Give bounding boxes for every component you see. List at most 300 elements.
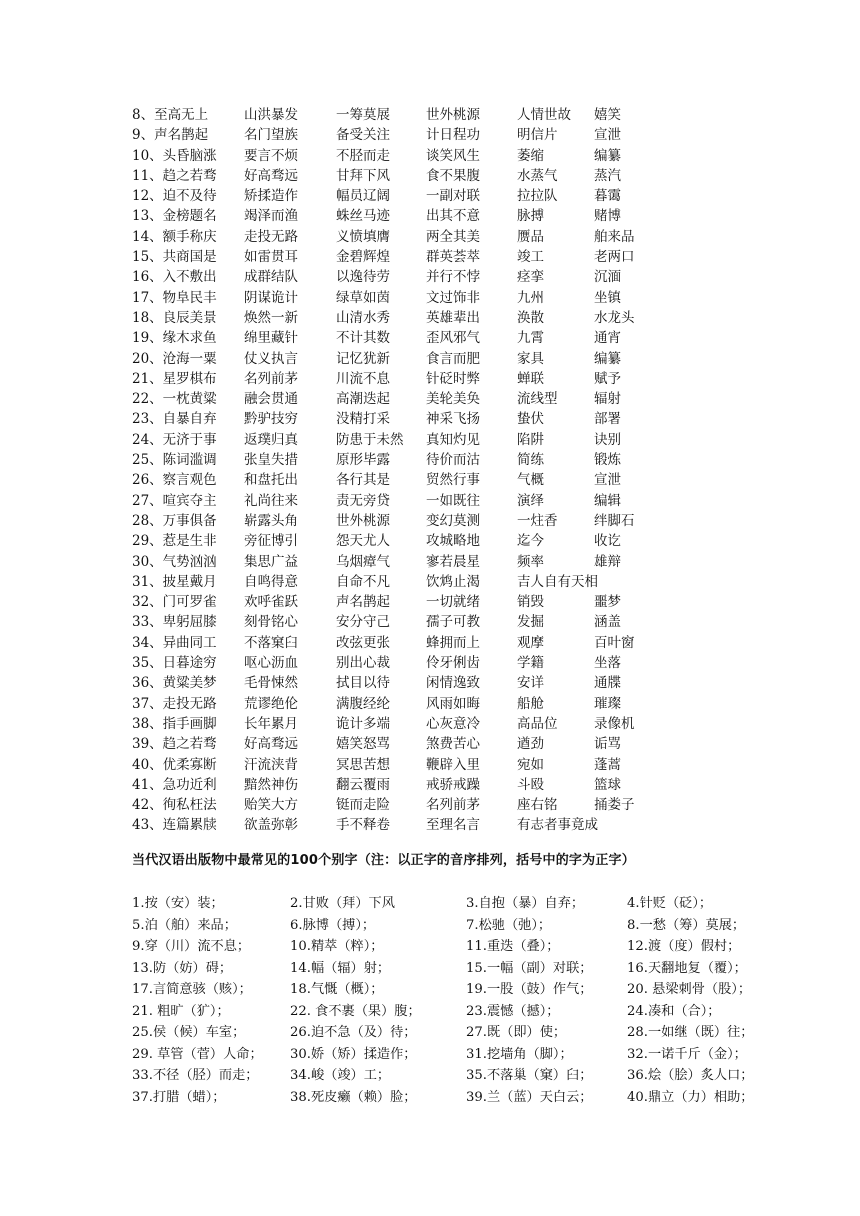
error-item: 25.侯（候）车室； (132, 1025, 246, 1040)
word-cell: 座右铭 (517, 797, 558, 814)
word-cell: 销毁 (517, 594, 544, 611)
word-cell: 学籍 (517, 655, 544, 672)
word-cell: 待价而沽 (426, 452, 480, 469)
word-cell: 一筹莫展 (336, 107, 390, 123)
word-cell: 拭目以待 (336, 675, 390, 692)
word-cell: 变幻莫测 (426, 512, 480, 529)
word-cell: 心灰意冷 (426, 715, 480, 732)
word-cell: 集思广益 (244, 553, 298, 570)
word-cell: 43、连篇累牍 (132, 817, 217, 834)
word-cell: 29、惹是生非 (132, 533, 217, 550)
word-cell: 蜂拥而上 (426, 634, 480, 651)
word-cell: 21、星罗棋布 (132, 370, 217, 387)
word-cell: 38、指手画脚 (132, 715, 217, 732)
word-cell: 安详 (517, 675, 544, 692)
word-row (0, 369, 860, 389)
word-cell: 42、徇私枉法 (132, 797, 217, 814)
word-cell: 美轮美奂 (426, 391, 480, 408)
error-row (0, 893, 860, 915)
word-cell: 一炷香 (517, 512, 558, 529)
word-cell: 至理名言 (426, 817, 480, 834)
error-item: 21. 粗旷（犷）； (132, 1003, 230, 1019)
error-item: 7.松驰（弛）； (466, 917, 552, 933)
error-item: 33.不径（胫）而走； (132, 1068, 259, 1083)
word-cell: 九州 (517, 289, 544, 306)
word-cell: 矫揉造作 (244, 188, 298, 205)
error-item: 38.死皮癞（赖）脸； (290, 1089, 417, 1105)
word-cell: 涵盖 (594, 614, 621, 631)
word-cell: 两全其美 (426, 228, 480, 245)
error-item: 28.一如继（既）往； (627, 1025, 754, 1040)
word-cell: 宣泄 (594, 472, 621, 489)
word-cell: 计日程功 (426, 127, 480, 144)
word-cell: 融会贯通 (244, 391, 298, 408)
word-cell: 收讫 (594, 533, 621, 550)
word-cell: 闲情逸致 (426, 675, 480, 692)
word-row (0, 186, 860, 206)
word-row (0, 815, 860, 835)
word-cell: 甘拜下风 (336, 167, 390, 184)
word-cell: 一切就绪 (426, 594, 480, 611)
word-cell: 录像机 (594, 715, 635, 732)
word-cell: 好高骛远 (244, 167, 298, 184)
word-row (0, 673, 860, 693)
word-cell: 流线型 (517, 391, 558, 408)
word-cell: 9、声名鹊起 (132, 127, 209, 144)
word-cell: 礼尚往来 (244, 492, 298, 509)
word-row (0, 409, 860, 429)
error-row (0, 979, 860, 1001)
word-cell: 铤而走险 (336, 797, 390, 814)
word-cell: 18、良辰美景 (132, 309, 217, 326)
word-row (0, 572, 860, 592)
word-cell: 32、门可罗雀 (132, 594, 217, 611)
word-row (0, 714, 860, 734)
error-row (0, 1022, 860, 1044)
word-cell: 33、卑躬屈膝 (132, 614, 217, 631)
word-cell: 35、日暮途穷 (132, 655, 217, 672)
word-cell: 14、额手称庆 (132, 228, 217, 245)
word-cell: 41、急功近利 (132, 776, 217, 793)
word-cell: 有志者事竟成 (517, 817, 598, 834)
error-item: 2.甘败（拜）下风 (290, 896, 395, 911)
word-cell: 高潮迭起 (336, 391, 390, 408)
word-cell: 幅员辽阔 (336, 188, 390, 205)
word-cell: 12、迫不及待 (132, 188, 217, 205)
word-cell: 风雨如晦 (426, 695, 480, 712)
word-cell: 篮球 (594, 776, 621, 793)
word-cell: 暮霭 (594, 188, 621, 205)
word-cell: 频率 (517, 553, 544, 570)
error-row (0, 936, 860, 958)
error-item: 40.鼎立（力）相助； (627, 1089, 754, 1105)
error-item: 29. 草管（菅）人命； (132, 1046, 263, 1062)
word-cell: 迄今 (517, 533, 544, 550)
word-cell: 黯然神伤 (244, 776, 298, 793)
word-cell: 出其不意 (426, 208, 480, 225)
error-item: 36.烩（脍）炙人口； (627, 1068, 754, 1083)
word-cell: 黔驴技穷 (244, 411, 298, 428)
word-cell: 攻城略地 (426, 533, 480, 550)
word-cell: 竭泽而渔 (244, 208, 298, 225)
error-row (0, 1044, 860, 1066)
word-cell: 沉湎 (594, 269, 621, 286)
word-cell: 舶来品 (594, 228, 635, 245)
word-cell: 水龙头 (594, 309, 635, 326)
word-cell: 世外桃源 (426, 107, 480, 123)
word-cell: 英雄辈出 (426, 309, 480, 326)
word-row (0, 775, 860, 795)
word-cell: 不计其数 (336, 330, 390, 347)
word-cell: 金碧辉煌 (336, 249, 390, 266)
word-cell: 不落窠臼 (244, 634, 298, 651)
word-cell: 脉搏 (517, 208, 544, 225)
word-cell: 30、气势汹汹 (132, 553, 217, 570)
word-cell: 川流不息 (336, 370, 390, 387)
word-cell: 义愤填膺 (336, 228, 390, 245)
word-cell: 气概 (517, 472, 544, 489)
word-row (0, 734, 860, 754)
word-row (0, 227, 860, 247)
word-cell: 绵里藏针 (244, 330, 298, 347)
word-cell: 诡计多端 (336, 715, 390, 732)
error-row (0, 1001, 860, 1023)
word-cell: 食言而肥 (426, 350, 480, 367)
word-row (0, 308, 860, 328)
word-cell: 防患于未然 (336, 431, 404, 448)
word-cell: 鞭辟入里 (426, 756, 480, 773)
word-cell: 一如既往 (426, 492, 480, 509)
error-item: 12.渡（度）假村； (627, 939, 741, 954)
word-cell: 坐落 (594, 655, 621, 672)
word-cell: 名列前茅 (244, 370, 298, 387)
word-row (0, 694, 860, 714)
word-row (0, 511, 860, 531)
word-cell: 高品位 (517, 715, 558, 732)
error-item: 3.自抱（暴）自弃； (466, 896, 585, 911)
word-row (0, 389, 860, 409)
word-cell: 23、自暴自弃 (132, 411, 217, 428)
word-cell: 翻云覆雨 (336, 776, 390, 793)
word-cell: 孺子可教 (426, 614, 480, 631)
word-cell: 斗殴 (517, 776, 544, 793)
word-cell: 赌博 (594, 208, 621, 225)
word-cell: 蝉联 (517, 370, 544, 387)
word-cell: 毛骨悚然 (244, 675, 298, 692)
error-item: 1.按（安）装； (132, 896, 224, 911)
word-cell: 食不果腹 (426, 167, 480, 184)
word-cell: 谈笑风生 (426, 147, 480, 164)
word-cell: 13、金榜题名 (132, 208, 217, 225)
error-item: 34.峻（竣）工； (290, 1068, 391, 1083)
word-cell: 贸然行事 (426, 472, 480, 489)
error-item: 19.一股（鼓）作气； (466, 982, 593, 997)
word-cell: 贻笑大方 (244, 797, 298, 814)
word-cell: 赋予 (594, 370, 621, 387)
word-cell: 8、至高无上 (132, 107, 209, 123)
word-cell: 39、趋之若骛 (132, 736, 217, 753)
error-item: 6.脉博（搏）； (290, 917, 376, 933)
word-row (0, 146, 860, 166)
word-row (0, 633, 860, 653)
word-cell: 简练 (517, 452, 544, 469)
word-cell: 别出心裁 (336, 655, 390, 672)
word-cell: 坐镇 (594, 289, 621, 306)
word-cell: 11、趋之若骛 (132, 167, 217, 184)
word-cell: 备受关注 (336, 127, 390, 144)
word-cell: 欢呼雀跃 (244, 594, 298, 611)
word-cell: 旁征博引 (244, 533, 298, 550)
word-cell: 通宵 (594, 330, 621, 347)
word-cell: 针砭时弊 (426, 370, 480, 387)
error-item: 5.泊（舶）来品； (132, 917, 237, 933)
word-cell: 宣泄 (594, 127, 621, 144)
word-cell: 捅娄子 (594, 797, 635, 814)
error-item: 35.不落巢（窠）臼； (466, 1068, 593, 1083)
word-row (0, 653, 860, 673)
error-item: 9.穿（川）流不息； (132, 939, 251, 954)
word-row (0, 328, 860, 348)
error-item: 18.气慨（概）； (290, 982, 384, 997)
error-row (0, 1065, 860, 1087)
word-cell: 安分守己 (336, 614, 390, 631)
error-item: 17.言简意骇（赅）； (132, 982, 252, 997)
error-character-list (0, 893, 860, 1108)
error-item: 15.一幅（副）对联； (466, 960, 593, 976)
word-cell: 手不释卷 (336, 817, 390, 834)
word-cell: 不胫而走 (336, 147, 390, 164)
word-row (0, 552, 860, 572)
word-cell: 发掘 (517, 614, 544, 631)
word-cell: 赝品 (517, 228, 544, 245)
word-cell: 荒谬绝伦 (244, 695, 298, 712)
word-row (0, 267, 860, 287)
word-cell: 蒸汽 (594, 167, 621, 184)
word-cell: 20、沧海一粟 (132, 350, 217, 367)
word-cell: 编辑 (594, 492, 621, 509)
error-item: 11.重迭（叠）； (466, 939, 560, 954)
word-cell: 真知灼见 (426, 431, 480, 448)
word-cell: 15、共商国是 (132, 249, 217, 266)
section-heading: 当代汉语出版物中最常见的100个别字（注：以正字的音序排列，括号中的字为正字） (132, 853, 635, 868)
word-cell: 37、走投无路 (132, 695, 217, 712)
word-cell: 10、头昏脑涨 (132, 147, 217, 164)
word-row (0, 470, 860, 490)
word-row (0, 491, 860, 511)
word-cell: 船舱 (517, 695, 544, 712)
word-cell: 萎缩 (517, 147, 544, 164)
word-row (0, 592, 860, 612)
word-cell: 返璞归真 (244, 431, 298, 448)
word-row (0, 349, 860, 369)
word-cell: 以逸待劳 (336, 269, 390, 286)
word-cell: 九霄 (517, 330, 544, 347)
word-cell: 如雷贯耳 (244, 249, 298, 266)
word-cell: 编纂 (594, 350, 621, 367)
word-cell: 拉拉队 (517, 188, 558, 205)
word-cell: 名列前茅 (426, 797, 480, 814)
error-item: 13.防（妨）碍； (132, 960, 233, 976)
word-cell: 嬉笑 (594, 107, 621, 123)
word-cell: 饮鸩止渴 (426, 573, 480, 590)
word-cell: 戒骄戒躁 (426, 776, 480, 793)
word-cell: 陷阱 (517, 431, 544, 448)
word-cell: 部署 (594, 411, 621, 428)
word-cell: 成群结队 (244, 269, 298, 286)
word-cell: 世外桃源 (336, 512, 390, 529)
word-cell: 25、陈词滥调 (132, 452, 217, 469)
word-cell: 歪风邪气 (426, 330, 480, 347)
word-list-table (0, 105, 860, 836)
word-cell: 雄辩 (594, 553, 621, 570)
word-cell: 24、无济于事 (132, 431, 217, 448)
word-cell: 好高骛远 (244, 736, 298, 753)
word-cell: 诟骂 (594, 736, 621, 753)
word-cell: 34、异曲同工 (132, 634, 217, 651)
word-cell: 山洪暴发 (244, 107, 298, 123)
word-cell: 阴谋诡计 (244, 289, 298, 306)
word-cell: 神采飞扬 (426, 411, 480, 428)
word-cell: 刻骨铭心 (244, 614, 298, 631)
word-row (0, 612, 860, 632)
word-cell: 改弦更张 (336, 634, 390, 651)
word-cell: 编纂 (594, 147, 621, 164)
word-row (0, 125, 860, 145)
word-cell: 伶牙俐齿 (426, 655, 480, 672)
word-cell: 乌烟瘴气 (336, 553, 390, 570)
error-item: 31.挖墙角（脚）； (466, 1046, 573, 1062)
word-cell: 蓬蒿 (594, 756, 621, 773)
word-cell: 要言不烦 (244, 147, 298, 164)
word-cell: 绊脚石 (594, 512, 635, 529)
word-row (0, 105, 860, 125)
word-cell: 36、黄粱美梦 (132, 675, 217, 692)
word-cell: 竣工 (517, 249, 544, 266)
error-row (0, 915, 860, 937)
error-item: 26.迫不急（及）待； (290, 1025, 417, 1040)
word-cell: 噩梦 (594, 594, 621, 611)
error-item: 10.精萃（粹）； (290, 939, 384, 954)
word-cell: 28、万事俱备 (132, 512, 217, 529)
word-cell: 汗流浃背 (244, 756, 298, 773)
word-cell: 文过饰非 (426, 289, 480, 306)
word-cell: 并行不悖 (426, 269, 480, 286)
word-cell: 山清水秀 (336, 309, 390, 326)
word-cell: 和盘托出 (244, 472, 298, 489)
error-item: 37.打腊（蜡）； (132, 1089, 226, 1105)
error-row (0, 958, 860, 980)
word-cell: 诀别 (594, 431, 621, 448)
word-cell: 27、喧宾夺主 (132, 492, 217, 509)
word-cell: 涣散 (517, 309, 544, 326)
word-cell: 31、披星戴月 (132, 573, 217, 590)
word-cell: 记忆犹新 (336, 350, 390, 367)
word-cell: 群英荟萃 (426, 249, 480, 266)
word-row (0, 247, 860, 267)
word-cell: 16、入不敷出 (132, 269, 217, 286)
error-item: 23.震憾（撼）； (466, 1003, 560, 1019)
word-cell: 一副对联 (426, 188, 480, 205)
word-row (0, 531, 860, 551)
word-cell: 没精打采 (336, 411, 390, 428)
error-item: 14.幅（辐）射； (290, 960, 391, 976)
error-item: 20. 悬梁刺骨（股）； (627, 982, 752, 997)
word-cell: 遒劲 (517, 736, 544, 753)
word-cell: 崭露头角 (244, 512, 298, 529)
word-cell: 40、优柔寡断 (132, 756, 217, 773)
word-cell: 26、察言观色 (132, 472, 217, 489)
error-item: 27.既（即）使； (466, 1025, 567, 1040)
error-item: 4.针贬（砭）； (627, 896, 713, 911)
word-cell: 老两口 (594, 249, 635, 266)
word-row (0, 795, 860, 815)
word-row (0, 450, 860, 470)
word-cell: 演绎 (517, 492, 544, 509)
word-cell: 责无旁贷 (336, 492, 390, 509)
word-cell: 辐射 (594, 391, 621, 408)
word-cell: 煞费苦心 (426, 736, 480, 753)
word-cell: 19、缘木求鱼 (132, 330, 217, 347)
error-item: 24.凑和（合）； (627, 1003, 721, 1019)
word-row (0, 755, 860, 775)
word-cell: 声名鹊起 (336, 594, 390, 611)
word-cell: 原形毕露 (336, 452, 390, 469)
word-cell: 蛛丝马迹 (336, 208, 390, 225)
word-cell: 自命不凡 (336, 573, 390, 590)
word-cell: 水蒸气 (517, 167, 558, 184)
word-cell: 怨天尤人 (336, 533, 390, 550)
word-cell: 宛如 (517, 756, 544, 773)
word-cell: 张皇失措 (244, 452, 298, 469)
word-cell: 欲盖弥彰 (244, 817, 298, 834)
word-cell: 22、一枕黄粱 (132, 391, 217, 408)
word-cell: 长年累月 (244, 715, 298, 732)
word-cell: 痉挛 (517, 269, 544, 286)
error-item: 39.兰（蓝）天白云； (466, 1089, 593, 1105)
word-cell: 绿草如茵 (336, 289, 390, 306)
word-cell: 仗义执言 (244, 350, 298, 367)
word-cell: 名门望族 (244, 127, 298, 144)
word-cell: 走投无路 (244, 228, 298, 245)
word-cell: 锻炼 (594, 452, 621, 469)
word-cell: 人情世故 (517, 107, 571, 123)
word-cell: 百叶窗 (594, 634, 635, 651)
word-cell: 各行其是 (336, 472, 390, 489)
word-cell: 观摩 (517, 634, 544, 651)
word-row (0, 430, 860, 450)
word-row (0, 288, 860, 308)
word-cell: 璀璨 (594, 695, 621, 712)
word-cell: 嬉笑怒骂 (336, 736, 390, 753)
error-item: 8.一愁（筹）莫展； (627, 917, 746, 933)
error-item: 22. 食不裹（果）腹； (290, 1003, 421, 1019)
word-row (0, 166, 860, 186)
word-cell: 吉人自有天相 (517, 573, 598, 590)
error-item: 30.娇（矫）揉造作； (290, 1046, 417, 1062)
word-row (0, 206, 860, 226)
word-cell: 满腹经纶 (336, 695, 390, 712)
word-cell: 家具 (517, 350, 544, 367)
word-cell: 明信片 (517, 127, 558, 144)
word-cell: 焕然一新 (244, 309, 298, 326)
word-cell: 呕心沥血 (244, 655, 298, 672)
word-cell: 寥若晨星 (426, 553, 480, 570)
error-item: 32.一诺千斤（金）； (627, 1046, 747, 1062)
word-cell: 17、物阜民丰 (132, 289, 217, 306)
word-cell: 自鸣得意 (244, 573, 298, 590)
word-cell: 冥思苦想 (336, 756, 390, 773)
error-item: 16.天翻地复（覆）； (627, 960, 747, 976)
